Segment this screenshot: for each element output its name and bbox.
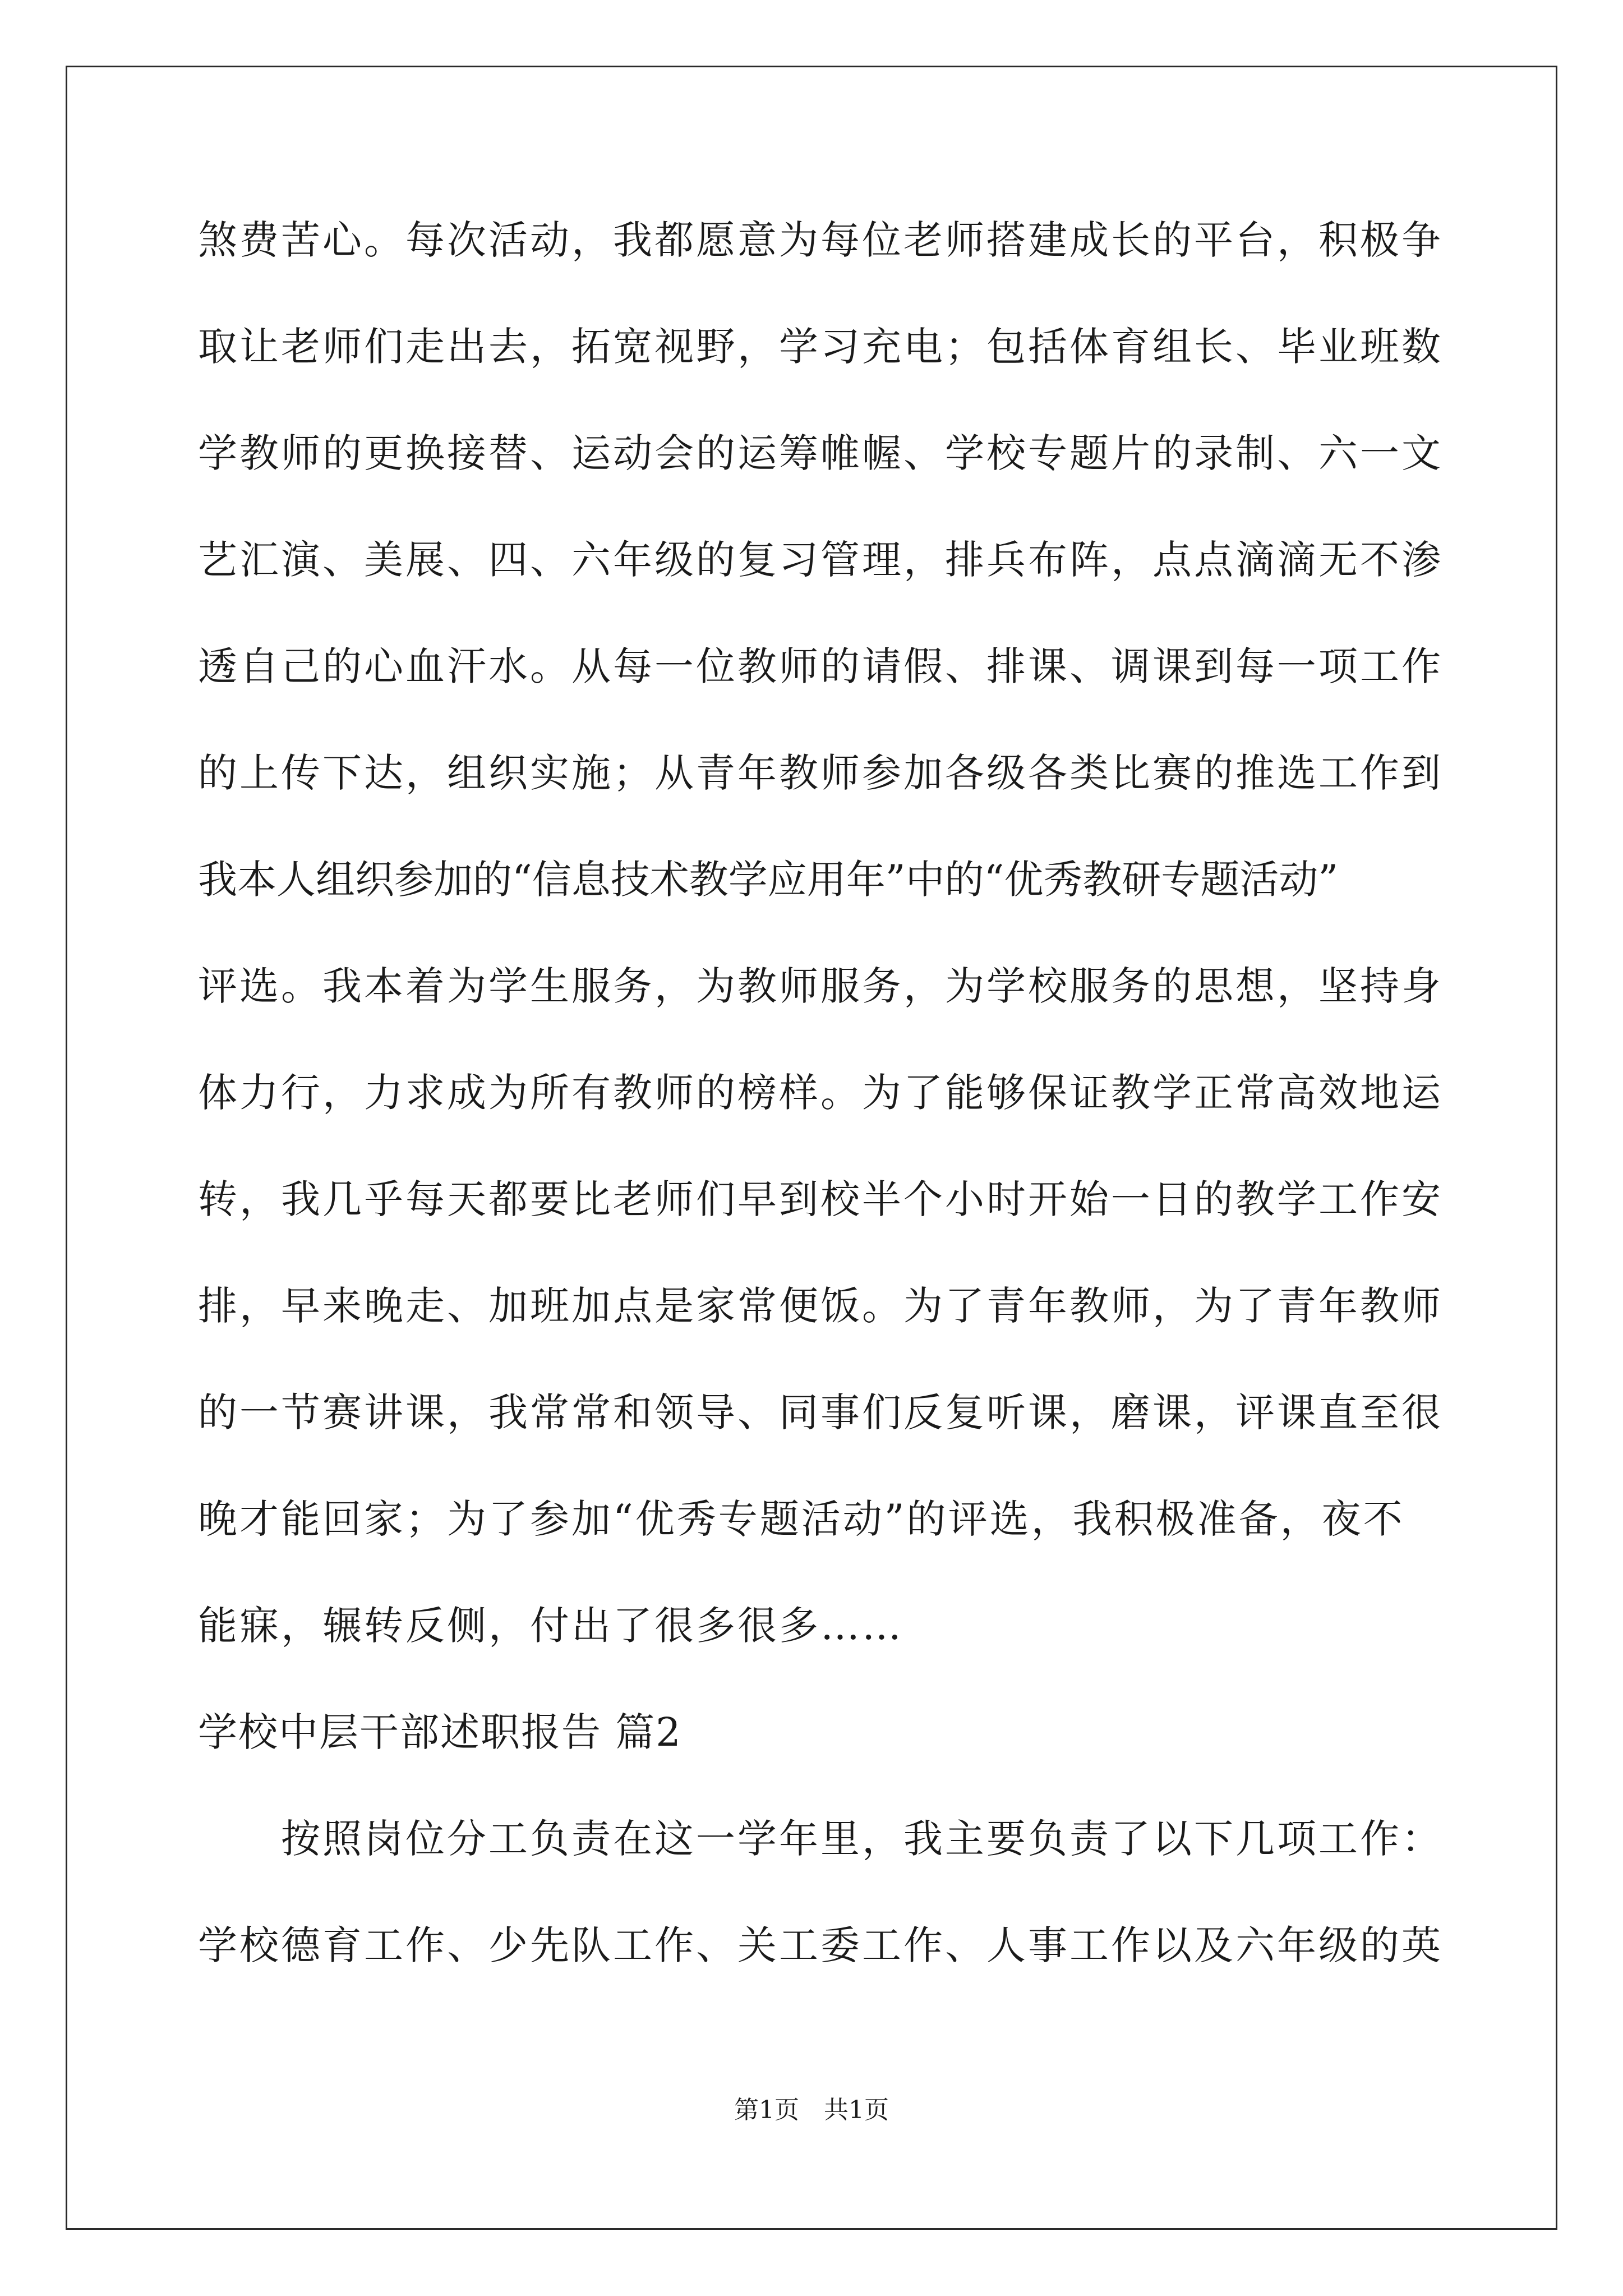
body-line: 取让老师们走出去，拓宽视野，学习充电；包括体育组长、毕业班数 bbox=[198, 324, 1443, 370]
body-line: 能寐，辗转反侧，付出了很多很多…… bbox=[198, 1603, 903, 1649]
section-heading: 学校中层干部述职报告 篇2 bbox=[198, 1709, 682, 1755]
document-body bbox=[198, 213, 1443, 2025]
body-line: 的一节赛讲课，我常常和领导、同事们反复听课，磨课，评课直至很 bbox=[198, 1389, 1443, 1435]
body-line: 煞费苦心。每次活动，我都愿意为每位老师搭建成长的平台，积极争 bbox=[198, 217, 1443, 263]
body-line: 转，我几乎每天都要比老师们早到校半个小时开始一日的教学工作安 bbox=[198, 1176, 1443, 1222]
body-line: 艺汇演、美展、四、六年级的复习管理，排兵布阵，点点滴滴无不渗 bbox=[198, 537, 1443, 583]
body-line: 排，早来晚走、加班加点是家常便饭。为了青年教师，为了青年教师 bbox=[198, 1283, 1443, 1329]
body-line: 的上传下达，组织实施；从青年教师参加各级各类比赛的推选工作到 bbox=[198, 750, 1443, 796]
body-line: 透自己的心血汗水。从每一位教师的请假、排课、调课到每一项工作 bbox=[198, 643, 1443, 689]
body-line: 晚才能回家；为了参加“优秀专题活动”的评选，我积极准备，夜不 bbox=[198, 1496, 1405, 1542]
section-paragraph-line: 学校德育工作、少先队工作、关工委工作、人事工作以及六年级的英 bbox=[198, 1922, 1443, 1968]
body-line: 学教师的更换接替、运动会的运筹帷幄、学校专题片的录制、六一文 bbox=[198, 430, 1443, 476]
body-line: 我本人组织参加的“信息技术教学应用年”中的“优秀教研专题活动” bbox=[198, 857, 1339, 903]
body-line: 评选。我本着为学生服务，为教师服务，为学校服务的思想，坚持身 bbox=[198, 963, 1443, 1009]
section-paragraph-line: 按照岗位分工负责在这一学年里，我主要负责了以下几项工作： bbox=[281, 1816, 1443, 1862]
page-number-footer: 第1页 共1页 bbox=[734, 2096, 889, 2124]
body-line: 体力行，力求成为所有教师的榜样。为了能够保证教学正常高效地运 bbox=[198, 1070, 1443, 1116]
